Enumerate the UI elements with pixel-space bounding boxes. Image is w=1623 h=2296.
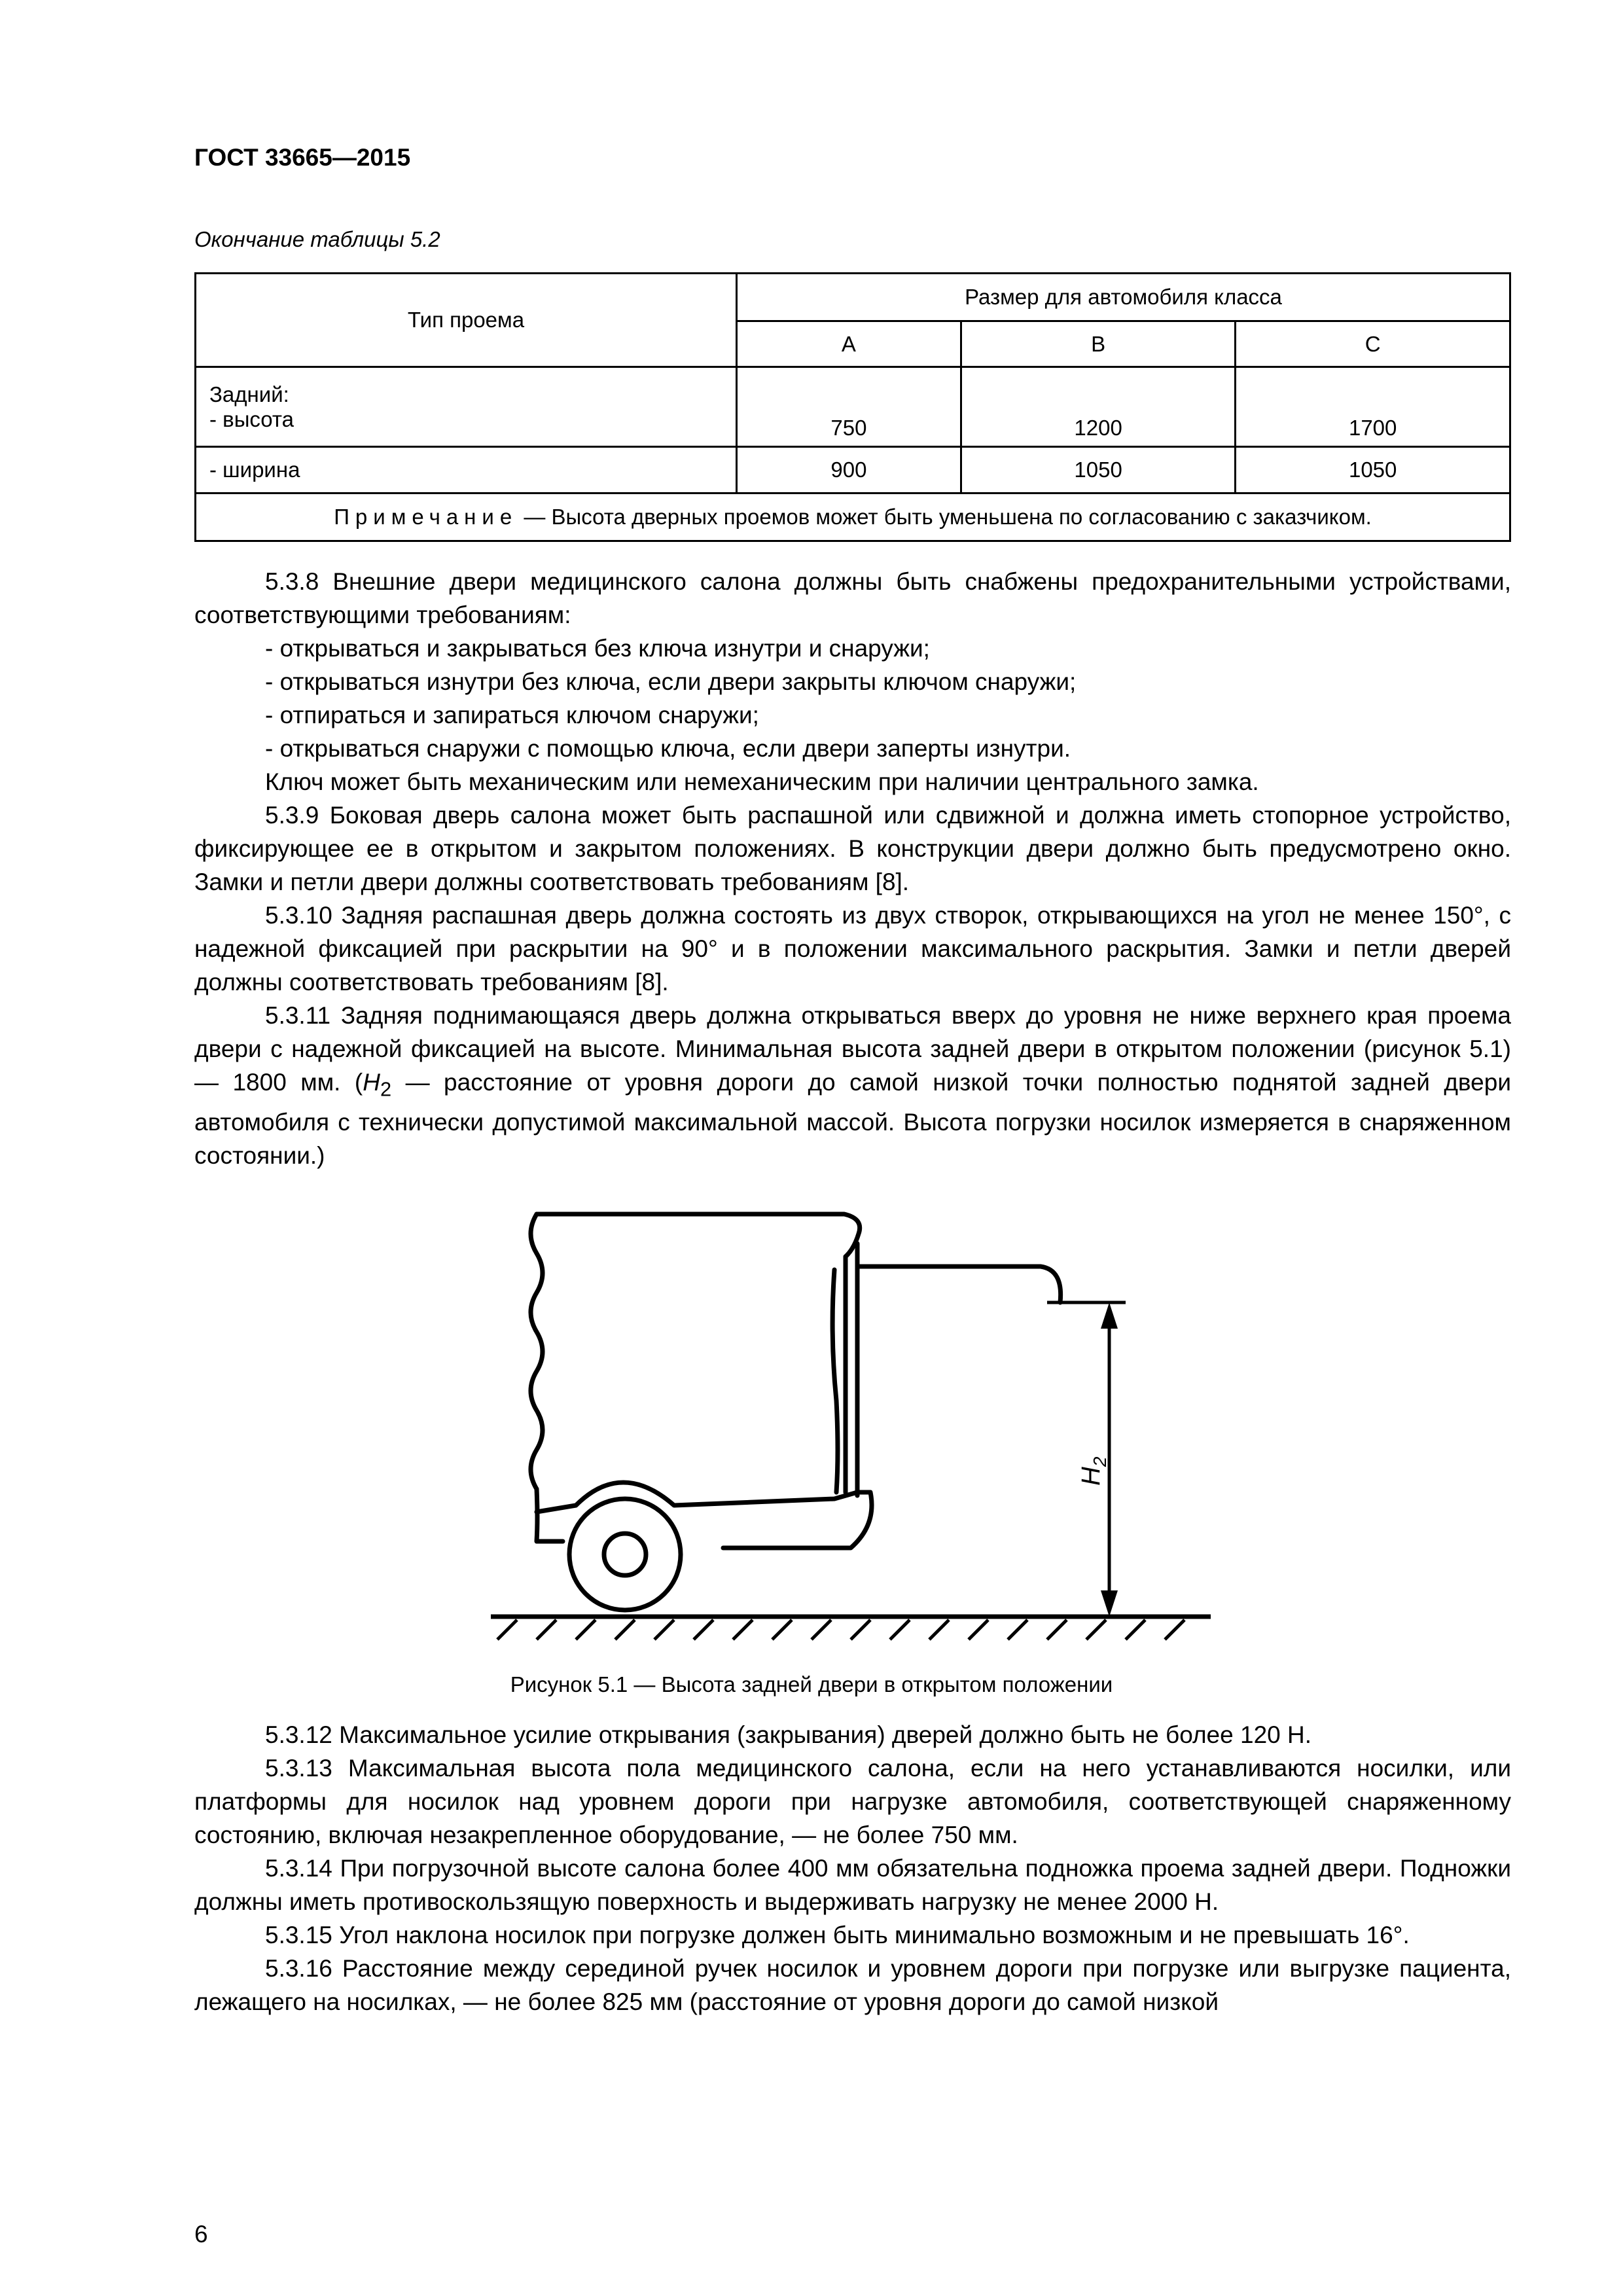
paragraph-5-3-11 bbox=[194, 999, 1511, 1172]
table-cell: 750 bbox=[737, 367, 961, 447]
table-cell: 1050 bbox=[961, 447, 1236, 493]
lifted-door bbox=[859, 1266, 1061, 1302]
paragraph-5-3-16: 5.3.16 Расстояние между серединой ручек носилок и уровнем дороги при погрузке или выгрузке пациента, лежащего на носилках, — не более 825 мм (расстояние от уровня дороги до самой низкой bbox=[194, 1955, 1511, 2015]
paragraph-5-3-12: 5.3.12 Максимальное усилие открывания (закрывания) дверей должно быть не более 120 Н. bbox=[265, 1721, 1312, 1748]
paragraph-5-3-10: 5.3.10 Задняя распашная дверь должна состоять из двух створок, открывающихся на угол не менее 150°, с надежной фиксацией при раскрытии на 90° и в положении максимального раскрытия. Замки и петли дверей должны соответствовать требованиям [8]. bbox=[194, 902, 1511, 996]
body-text-lower bbox=[194, 1718, 1511, 2018]
figure-rear-door bbox=[478, 1204, 1224, 1659]
table-caption: Окончание таблицы 5.2 bbox=[194, 227, 440, 251]
dimension-label: $H_2$ bbox=[1077, 1456, 1110, 1486]
paragraph-5-3-15: 5.3.15 Угол наклона носилок при погрузке должен быть минимально возможным и не превышать 16°. bbox=[265, 1922, 1410, 1948]
wheel-hub bbox=[604, 1534, 646, 1575]
table-cell: 1200 bbox=[961, 367, 1236, 447]
table-cell: 1700 bbox=[1236, 367, 1510, 447]
paragraph-5-3-8: 5.3.8 Внешние двери медицинского салона должны быть снабжены предохранительными устройствами, соответствующими требованиям: bbox=[194, 568, 1511, 628]
row-group-label: Задний: bbox=[209, 382, 289, 406]
body-roof bbox=[537, 1214, 860, 1257]
requirements-list bbox=[194, 632, 1511, 765]
body-break-line bbox=[531, 1214, 543, 1489]
p5311-part-b: — расстояние от уровня дороги до самой низкой точки полностью поднятой задней двери автомобиля с технически допустимой максимальной массой. Высота погрузки носилок измеряется в снаряженном состоянии.) bbox=[194, 1069, 1511, 1170]
table-note bbox=[196, 493, 1510, 541]
p5311-part-a: 5.3.11 Задняя поднимающаяся дверь должна открываться вверх до уровня не ниже верхнего края проема двери с надежной фиксацией на высоте. Минимальная высота задней двери в открытом положении (рисунок 5.1) — 1800 мм. ( bbox=[194, 1002, 1511, 1096]
paragraph-5-3-9: 5.3.9 Боковая дверь салона может быть распашной или сдвижной и должна иметь стопорное устройство, фиксирующее ее в открытом и закрытом положениях. В конструкции двери должно быть предусмотрено окно. Замки и петли двери должны соответствовать требованиям [8]. bbox=[194, 802, 1511, 895]
paragraph-5-3-14: 5.3.14 При погрузочной высоте салона более 400 мм обязательна подножка проема задней двери. Подножки должны иметь противоскользящую поверхность и выдерживать нагрузку не менее 2000 Н. bbox=[194, 1855, 1511, 1915]
p5311-h: H bbox=[363, 1069, 380, 1096]
table-row-label bbox=[196, 367, 737, 447]
table-cell: 1050 bbox=[1236, 447, 1510, 493]
body-lower-left bbox=[537, 1489, 563, 1541]
table-cell: 900 bbox=[737, 447, 961, 493]
table-head-size: Размер для автомобиля класса bbox=[737, 274, 1510, 321]
figure-caption: Рисунок 5.1 — Высота задней двери в открытом положении bbox=[510, 1672, 1113, 1696]
row-label-width: - ширина bbox=[196, 447, 737, 493]
list-item: - открываться и закрываться без ключа изнутри и снаружи; bbox=[265, 635, 930, 662]
body-text-upper bbox=[194, 565, 1511, 1172]
ground-hatching bbox=[497, 1620, 1185, 1640]
paragraph-5-3-13: 5.3.13 Максимальная высота пола медицинского салона, если на него устанавливаются носилки, или платформы для носилок над уровнем дороги при нагрузке автомобиля, соответствующей снаряженному состоянию, включая незакрепленное оборудование, — не более 750 мм. bbox=[194, 1755, 1511, 1848]
document-id: ГОСТ 33665—2015 bbox=[194, 144, 411, 171]
wheel-outer bbox=[569, 1499, 681, 1610]
row-label-height: - высота bbox=[209, 406, 294, 431]
table-head-class-c: C bbox=[1236, 321, 1510, 367]
note-label: Примечание bbox=[334, 505, 518, 529]
paragraph-key: Ключ может быть механическим или немеханическим при наличии центрального замка. bbox=[265, 768, 1259, 795]
list-item: - отпираться и запираться ключом снаружи; bbox=[265, 702, 759, 728]
list-item: - открываться снаружи с помощью ключа, если двери заперты изнутри. bbox=[265, 735, 1071, 762]
table-head-type: Тип проема bbox=[196, 274, 737, 367]
dimension-h2 bbox=[1047, 1302, 1126, 1617]
vehicle-diagram bbox=[478, 1204, 1224, 1656]
page-number: 6 bbox=[194, 2221, 208, 2248]
table-head-class-b: B bbox=[961, 321, 1236, 367]
table-head-class-a: A bbox=[737, 321, 961, 367]
dimensions-table bbox=[194, 272, 1511, 542]
body-rear-wavy bbox=[832, 1270, 838, 1492]
list-item: - открываться изнутри без ключа, если двери закрыты ключом снаружи; bbox=[265, 668, 1077, 695]
note-text: — Высота дверных проемов может быть уменьшена по согласованию с заказчиком. bbox=[518, 505, 1372, 529]
p5311-sub: 2 bbox=[380, 1077, 392, 1101]
